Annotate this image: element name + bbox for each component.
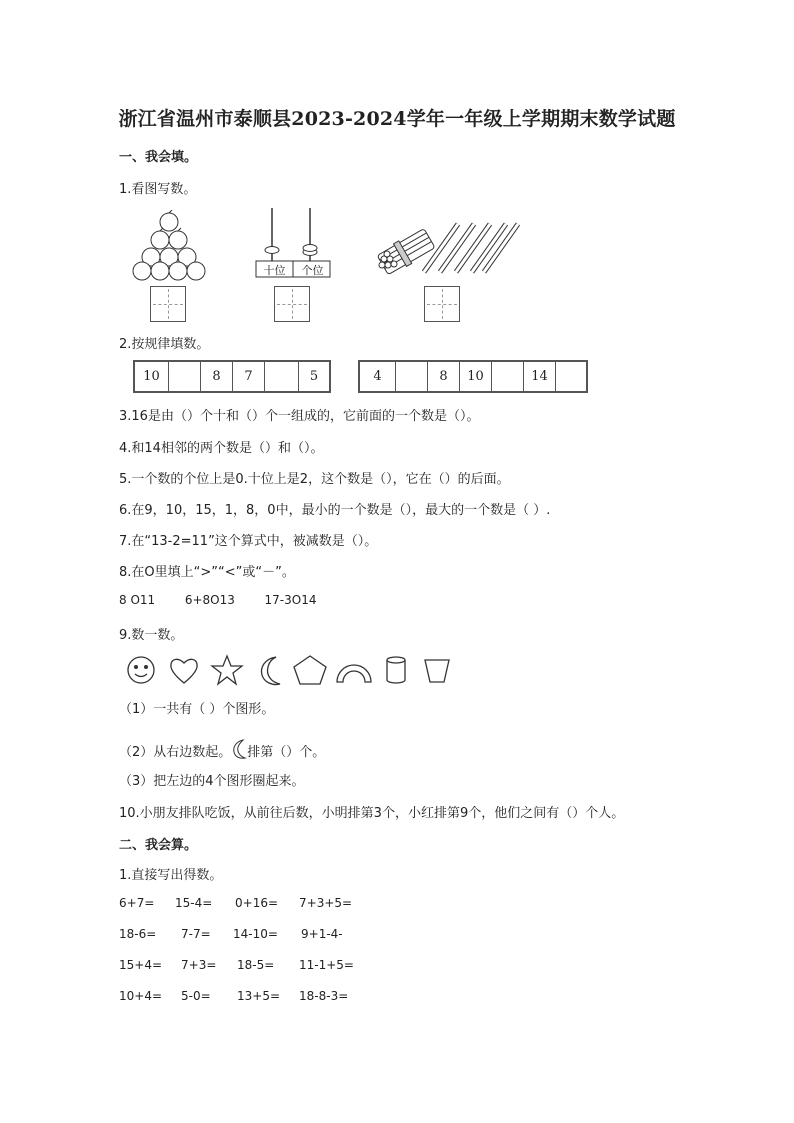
section2-heading: 二、我会算。 xyxy=(119,838,198,853)
seq2-cell: 14 xyxy=(524,362,556,391)
sticks-image xyxy=(374,214,520,276)
q5-text: 5.一个数的个位上是0.十位上是2，这个数是（），它在（）的后面。 xyxy=(119,472,510,487)
seq2-cell: 8 xyxy=(428,362,460,391)
q4-text: 4.和14相邻的两个数是（）和（）。 xyxy=(119,441,324,456)
answer-box-3[interactable] xyxy=(424,286,460,322)
q8-item: 6+8O13 xyxy=(184,593,235,607)
seq2-cell[interactable] xyxy=(556,362,586,391)
calc-item: 11-1+5= xyxy=(299,958,354,972)
seq1-cell: 8 xyxy=(201,362,233,391)
calc-item: 15+4= xyxy=(119,958,163,972)
calc-row xyxy=(119,927,343,942)
q6-text: 6.在9，10，15，1，8，0中，最小的一个数是（），最大的一个数是（ ）. xyxy=(119,503,551,518)
sequence-row-2 xyxy=(358,360,588,393)
q8-item: 8 O11 xyxy=(119,593,156,607)
calc-row xyxy=(119,989,348,1004)
q2-text: 2.按规律填数。 xyxy=(119,337,210,352)
calc-item: 18-6= xyxy=(119,927,157,941)
calc-item: 18-5= xyxy=(237,958,275,972)
calc-item: 15-4= xyxy=(175,896,213,910)
calc-item: 18-8-3= xyxy=(299,989,349,1003)
answer-box-2[interactable] xyxy=(274,286,310,322)
star-icon xyxy=(210,654,244,686)
q9-1-text: （1）一共有（ ）个图形。 xyxy=(119,702,275,717)
q1-text: 1.看图写数。 xyxy=(119,182,197,197)
q9-text: 9.数一数。 xyxy=(119,628,184,643)
q8-item: 17-3O14 xyxy=(264,593,317,607)
q9-2-text-b: 排第（）个。 xyxy=(247,745,326,760)
pentagon-icon xyxy=(292,654,328,686)
calc-item: 0+16= xyxy=(235,896,279,910)
seq2-cell[interactable] xyxy=(396,362,428,391)
section1-heading: 一、我会填。 xyxy=(119,150,198,165)
q7-text: 7.在“13-2=11”这个算式中，被减数是（）。 xyxy=(119,534,378,549)
seq1-cell[interactable] xyxy=(169,362,201,391)
seq1-cell: 10 xyxy=(135,362,169,391)
abacus-tens-label: 十位 xyxy=(263,264,286,277)
q8-text: 8.在O里填上“>”“<”或“－”。 xyxy=(119,565,295,580)
calc-row xyxy=(119,896,352,911)
sequence-row-1 xyxy=(133,360,331,393)
calc-row xyxy=(119,958,354,973)
page-title: 浙江省温州市泰顺县2023-2024学年一年级上学期期末数学试题 xyxy=(118,108,676,130)
seq2-cell: 10 xyxy=(460,362,492,391)
calc-item: 6+7= xyxy=(119,896,155,910)
calc-title: 1.直接写出得数。 xyxy=(119,868,223,883)
calc-item: 7+3= xyxy=(181,958,217,972)
smiley-icon xyxy=(126,654,156,686)
crescent-icon xyxy=(256,654,284,688)
q3-text: 3.16是由（）个十和（）个一组成的，它前面的一个数是（）。 xyxy=(119,409,480,424)
calc-item: 7+3+5= xyxy=(299,896,353,910)
calc-item: 13+5= xyxy=(237,989,281,1003)
calc-item: 10+4= xyxy=(119,989,163,1003)
seq1-cell: 5 xyxy=(309,369,319,384)
q9-2-line xyxy=(119,738,325,760)
q8-items xyxy=(119,593,316,607)
seq2-cell[interactable] xyxy=(492,362,524,391)
answer-box-1[interactable] xyxy=(150,286,186,322)
calc-item: 9+1-4- xyxy=(301,927,343,941)
calc-item: 7-7= xyxy=(181,927,211,941)
cylinder-icon xyxy=(384,654,408,686)
heart-icon xyxy=(168,654,200,686)
seq1-cell[interactable] xyxy=(265,362,299,391)
q9-3-text: （3）把左边的4个图形圈起来。 xyxy=(119,774,305,789)
crescent-icon xyxy=(231,738,247,760)
arch-icon xyxy=(334,654,374,686)
seq1-cell: 7 xyxy=(233,362,265,391)
calc-item: 5-0= xyxy=(181,989,211,1003)
seq2-cell: 4 xyxy=(360,362,396,391)
q9-2-text-a: （2）从右边数起。 xyxy=(119,745,232,760)
peach-pyramid-image xyxy=(128,210,210,282)
q10-text: 10.小朋友排队吃饭，从前往后数，小明排第3个，小红排第9个，他们之间有（）个人。 xyxy=(119,806,625,821)
abacus-ones-label: 个位 xyxy=(301,264,324,277)
calc-item: 14-10= xyxy=(233,927,278,941)
cup-icon xyxy=(422,654,452,686)
